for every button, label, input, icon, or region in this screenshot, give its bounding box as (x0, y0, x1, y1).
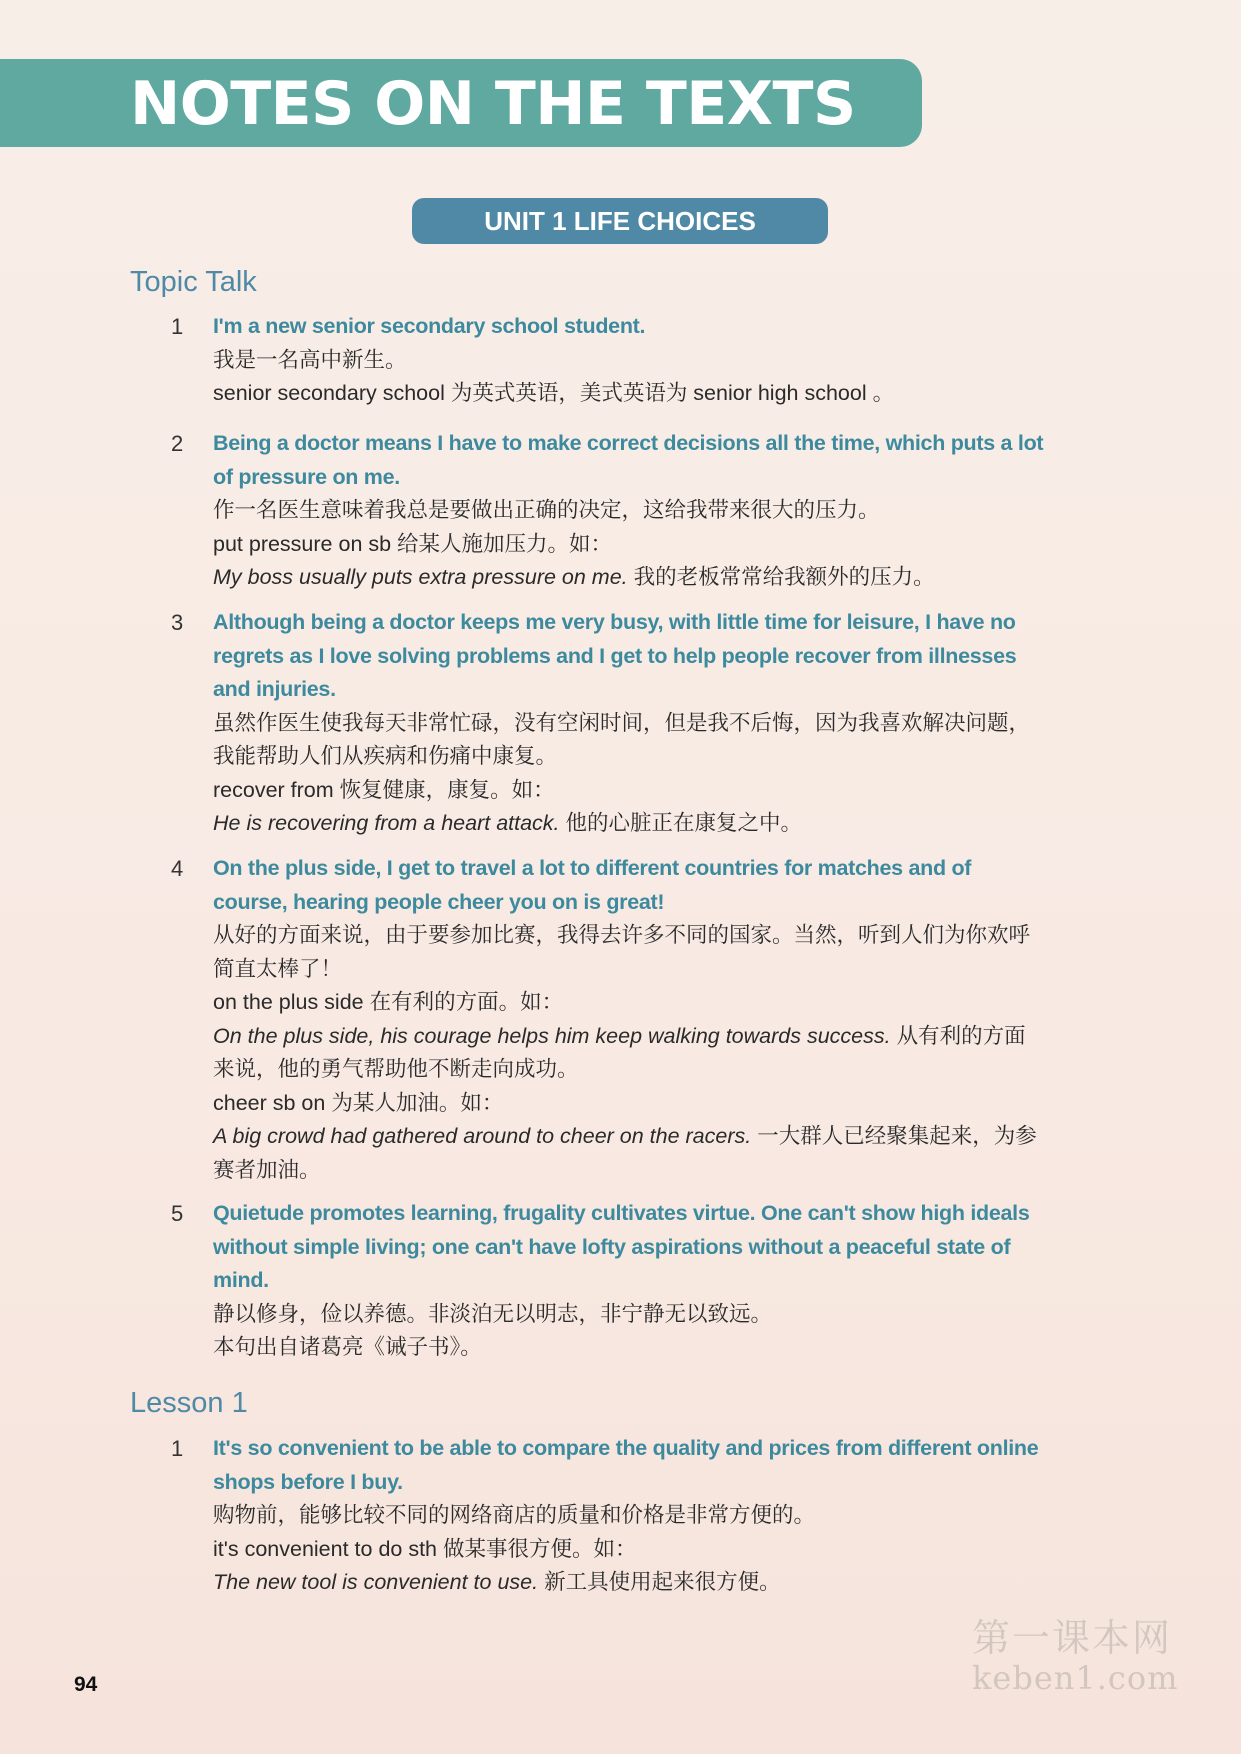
note-english-line: Although being a doctor keeps me very busy, with little time for leisure, I have no (213, 610, 1016, 634)
example-sentence: On the plus side, his courage helps him keep walking towards success. (213, 1023, 891, 1048)
note-english-line: course, hearing people cheer you on is great! (213, 889, 665, 914)
note-line: put pressure on sb 给某人施加压力。如： (213, 531, 613, 556)
note-line: 从好的方面来说，由于要参加比赛，我得去许多不同的国家。当然，听到人们为你欢呼 (213, 923, 1031, 947)
note-number: 2 (171, 431, 184, 456)
example-sentence: A big crowd had gathered around to cheer on the racers. (213, 1124, 752, 1148)
example-translation: 新工具使用起来很方便。 (538, 1570, 781, 1594)
section-heading-topic-talk: Topic Talk (130, 266, 257, 298)
note-example-line (213, 807, 1113, 841)
note-english-line: I'm a new senior secondary school student. (213, 314, 646, 338)
note-example-line (213, 1566, 1113, 1600)
page-number: 94 (74, 1673, 98, 1696)
note-english-line: It's so convenient to be able to compare the quality and prices from different online (213, 1436, 1039, 1460)
note-body (213, 1197, 1113, 1365)
example-sentence: The new tool is convenient to use. (213, 1570, 539, 1594)
note-line: 购物前，能够比较不同的网络商店的质量和价格是非常方便的。 (213, 1503, 816, 1527)
note-line: it's convenient to do sth 做某事很方便。如： (213, 1536, 637, 1561)
note-number: 5 (171, 1201, 184, 1226)
unit-badge: UNIT 1 LIFE CHOICES (412, 198, 828, 244)
note-line: on the plus side 在有利的方面。如： (213, 990, 564, 1014)
note-english-line: regrets as I love solving problems and I get to help people recover from illnesses (213, 643, 1017, 668)
note-english-line: of pressure on me. (213, 464, 400, 489)
note-line: 作一名医生意味着我总是要做出正确的决定，这给我带来很大的压力。 (213, 498, 880, 522)
note-body (213, 310, 1113, 411)
note-line: 简直太棒了！ (213, 956, 343, 981)
note-english-line: and injuries. (213, 677, 336, 701)
note-line: cheer sb on 为某人加油。如： (213, 1090, 504, 1115)
section-heading-lesson-1: Lesson 1 (130, 1387, 248, 1419)
note-body (213, 606, 1113, 841)
example-translation: 从有利的方面 (890, 1023, 1026, 1048)
note-example-line (213, 1120, 1113, 1154)
note-example-line (213, 1020, 1113, 1054)
note-line: 赛者加油。 (213, 1157, 321, 1182)
note-number: 1 (171, 1436, 184, 1461)
note-english-line: shops before I buy. (213, 1469, 403, 1494)
note-line: recover from 恢复健康，康复。如： (213, 777, 555, 802)
example-sentence: He is recovering from a heart attack. (213, 811, 560, 835)
note-english-line: mind. (213, 1268, 269, 1292)
example-translation: 一大群人已经聚集起来，为参 (751, 1124, 1037, 1148)
note-number: 4 (171, 856, 184, 881)
note-line: 虽然作医生使我每天非常忙碌，没有空闲时间，但是我不后悔，因为我喜欢解决问题， (213, 710, 1031, 735)
watermark-line: keben1.com (972, 1659, 1179, 1697)
note-number: 3 (171, 610, 184, 635)
example-sentence: My boss usually puts extra pressure on me. (213, 565, 628, 589)
note-number: 1 (171, 314, 184, 339)
note-english-line: Being a doctor means I have to make correct decisions all the time, which puts a lot (213, 431, 1044, 455)
note-body (213, 427, 1113, 595)
note-english-line: On the plus side, I get to travel a lot to different countries for matches and of (213, 856, 972, 880)
watermark-line: 第一课本网 (972, 1616, 1173, 1660)
page-title: NOTES ON THE TEXTS (130, 69, 856, 139)
watermark (972, 1616, 1179, 1697)
note-line: senior secondary school 为英式英语，美式英语为 senior high school 。 (213, 381, 895, 405)
note-line: 我能帮助人们从疾病和伤痛中康复。 (213, 744, 558, 768)
note-line: 我是一名高中新生。 (213, 347, 407, 372)
note-line: 静以修身，俭以养德。非淡泊无以明志，非宁静无以致远。 (213, 1301, 773, 1326)
note-body (213, 852, 1113, 1187)
note-english-line: Quietude promotes learning, frugality cultivates virtue. One can't show high ideals (213, 1201, 1030, 1225)
note-line: 本句出自诸葛亮《诫子书》。 (213, 1335, 482, 1359)
note-body (213, 1432, 1113, 1600)
example-translation: 我的老板常常给我额外的压力。 (627, 565, 935, 589)
note-example-line (213, 561, 1113, 595)
example-translation: 他的心脏正在康复之中。 (559, 811, 803, 835)
note-english-line: without simple living; one can't have lofty aspirations without a peaceful state of (213, 1234, 1011, 1259)
note-line: 来说，他的勇气帮助他不断走向成功。 (213, 1057, 579, 1081)
